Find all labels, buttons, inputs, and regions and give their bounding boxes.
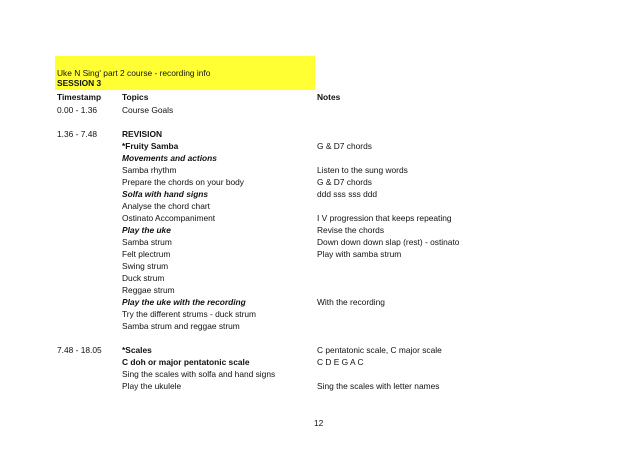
row-topic: Play the ukulele <box>122 381 182 391</box>
row-note: G & D7 chords <box>317 141 372 151</box>
row-note: ddd sss sss ddd <box>317 189 378 199</box>
table-row <box>0 320 640 332</box>
row-topic: Reggae strum <box>122 285 175 295</box>
row-timestamp: 0.00 - 1.36 <box>57 105 98 115</box>
row-topic: Prepare the chords on your body <box>122 177 244 187</box>
row-note: G & D7 chords <box>317 177 372 187</box>
row-topic: *Fruity Samba <box>122 141 179 151</box>
row-topic: Play the uke with the recording <box>122 297 246 307</box>
header-topics: Topics <box>122 92 149 102</box>
row-topic: Solfa with hand signs <box>122 189 209 199</box>
row-topic: Sing the scales with solfa and hand signs <box>122 369 276 379</box>
row-topic: Samba rhythm <box>122 165 177 175</box>
row-topic: REVISION <box>122 129 163 139</box>
table-row <box>0 308 640 320</box>
table-row <box>0 188 640 200</box>
header-notes: Notes <box>317 92 341 102</box>
table-row <box>0 260 640 272</box>
row-topic: Samba strum <box>122 237 172 247</box>
row-topic: *Scales <box>122 345 152 355</box>
row-timestamp: 1.36 - 7.48 <box>57 129 98 139</box>
table-row <box>0 344 640 356</box>
header-timestamp: Timestamp <box>57 92 102 102</box>
table-row <box>0 356 640 368</box>
document-title: Uke N Sing' part 2 course - recording info <box>57 68 211 78</box>
row-topic: Play the uke <box>122 225 171 235</box>
title-banner <box>55 56 315 90</box>
table-row <box>0 212 640 224</box>
table-row <box>0 248 640 260</box>
row-topic: Course Goals <box>122 105 174 115</box>
row-note: C D E G A C <box>317 357 364 367</box>
table-row <box>0 296 640 308</box>
row-note: Down down down slap (rest) - ostinato <box>317 237 460 247</box>
row-topic: Try the different strums - duck strum <box>122 309 257 319</box>
table-row <box>0 272 640 284</box>
table-row <box>0 236 640 248</box>
table-row <box>0 224 640 236</box>
row-topic: Duck strum <box>122 273 165 283</box>
row-topic: Movements and actions <box>122 153 217 163</box>
row-topic: C doh or major pentatonic scale <box>122 357 250 367</box>
table-row <box>0 164 640 176</box>
row-note: C pentatonic scale, C major scale <box>317 345 442 355</box>
table-row <box>0 104 640 116</box>
row-note: Sing the scales with letter names <box>317 381 440 391</box>
row-topic: Analyse the chord chart <box>122 201 210 211</box>
table-row <box>0 200 640 212</box>
row-topic: Samba strum and reggae strum <box>122 321 240 331</box>
row-note: Revise the chords <box>317 225 385 235</box>
table-row <box>0 152 640 164</box>
row-note: I V progression that keeps repeating <box>317 213 452 223</box>
row-note: Listen to the sung words <box>317 165 408 175</box>
table-row <box>0 128 640 140</box>
table-row <box>0 368 640 380</box>
row-note: With the recording <box>317 297 385 307</box>
table-row <box>0 140 640 152</box>
table-row <box>0 284 640 296</box>
row-topic: Ostinato Accompaniment <box>122 213 216 223</box>
row-topic: Felt plectrum <box>122 249 171 259</box>
row-timestamp: 7.48 - 18.05 <box>57 345 102 355</box>
row-topic: Swing strum <box>122 261 169 271</box>
table-row <box>0 380 640 392</box>
table-row <box>0 176 640 188</box>
session-label: SESSION 3 <box>57 78 102 88</box>
row-note: Play with samba strum <box>317 249 402 259</box>
page-number: 12 <box>314 418 324 428</box>
